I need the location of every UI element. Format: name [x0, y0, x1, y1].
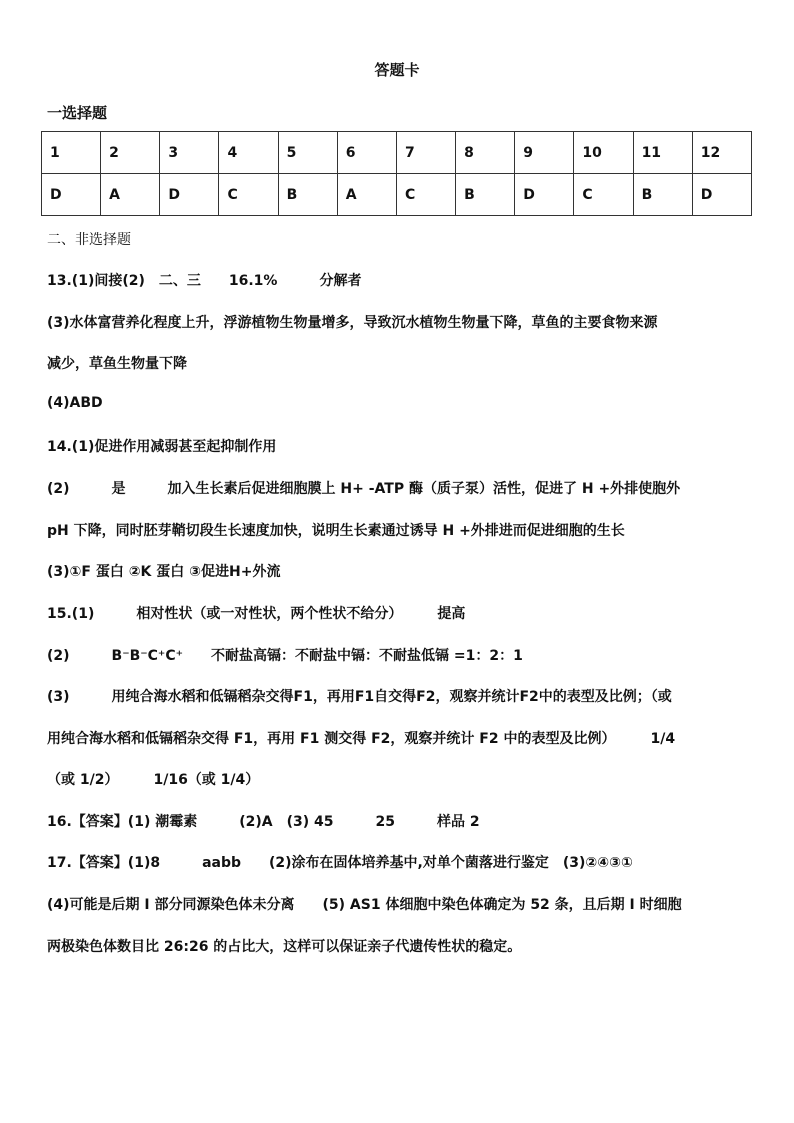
q13-line: 13.(1)间接(2) 二、三 16.1% 分解者 [47, 273, 362, 289]
q13-line: (3)水体富营养化程度上升，浮游植物生物量增多，导致沉水植物生物量下降，草鱼的主要食物来源 [47, 315, 658, 331]
table-cell: 4 [219, 132, 278, 174]
q13-line: 减少，草鱼生物量下降 [47, 356, 187, 372]
table-cell: 7 [396, 132, 455, 174]
table-cell: 2 [101, 132, 160, 174]
table-cell: B [278, 174, 337, 216]
table-cell: 12 [692, 132, 751, 174]
q14-line: 14.(1)促进作用减弱甚至起抑制作用 [47, 439, 277, 455]
table-cell: 5 [278, 132, 337, 174]
q13-line: (4)ABD [47, 395, 103, 411]
table-cell: C [396, 174, 455, 216]
table-cell: 11 [633, 132, 692, 174]
table-cell: 9 [515, 132, 574, 174]
page-title: 答题卡 [374, 61, 420, 79]
q14-line: pH 下降，同时胚芽鞘切段生长速度加快，说明生长素通过诱导 H +外排进而促进细胞的生长 [47, 523, 625, 539]
section-heading-non-choice: 二、非选择题 [47, 232, 131, 248]
table-cell: B [633, 174, 692, 216]
table-cell: 6 [337, 132, 396, 174]
section-heading-multiple-choice: 一选择题 [47, 104, 108, 122]
table-cell: 8 [456, 132, 515, 174]
q15-line: (3) 用纯合海水稻和低镉稻杂交得F1，再用F1自交得F2，观察并统计F2中的表型及比例；（或 [47, 689, 672, 705]
q14-line: (2) 是 加入生长素后促进细胞膜上 H+ -ATP 酶（质子泵）活性，促进了 H +外排使胞外 [47, 481, 681, 497]
q16-line: 16.【答案】(1) 潮霉素 (2)A (3) 45 25 样品 2 [47, 814, 480, 830]
answer-table [41, 131, 752, 216]
q15-line: 用纯合海水稻和低镉稻杂交得 F1，再用 F1 测交得 F2，观察并统计 F2 中的表型及比例） 1/4 [47, 731, 676, 747]
table-cell: D [42, 174, 101, 216]
q14-line: (3)①F 蛋白 ②K 蛋白 ③促进H+外流 [47, 564, 281, 580]
table-row-answers [42, 174, 752, 216]
q15-line: （或 1/2） 1/16（或 1/4） [47, 772, 260, 788]
table-cell: D [515, 174, 574, 216]
table-cell: 1 [42, 132, 101, 174]
q15-line: (2) B⁻B⁻C⁺C⁺ 不耐盐高镉：不耐盐中镉：不耐盐低镉 =1：2：1 [47, 648, 523, 664]
table-cell: 10 [574, 132, 633, 174]
table-cell: B [456, 174, 515, 216]
table-cell: D [160, 174, 219, 216]
q17-line: 17.【答案】(1)8 aabb (2)涂布在固体培养基中,对单个菌落进行鉴定 (3)②④③① [47, 855, 633, 871]
table-cell: D [692, 174, 751, 216]
table-cell: C [219, 174, 278, 216]
q17-line: (4)可能是后期 Ⅰ 部分同源染色体未分离 (5) AS1 体细胞中染色体确定为 52 条，且后期 I 时细胞 [47, 897, 682, 913]
table-row-question-numbers [42, 132, 752, 174]
table-cell: A [101, 174, 160, 216]
q17-line: 两极染色体数目比 26:26 的占比大，这样可以保证亲子代遗传性状的稳定。 [47, 939, 522, 955]
table-cell: A [337, 174, 396, 216]
q15-line: 15.(1) 相对性状（或一对性状，两个性状不给分） 提高 [47, 606, 466, 622]
table-cell: 3 [160, 132, 219, 174]
table-cell: C [574, 174, 633, 216]
